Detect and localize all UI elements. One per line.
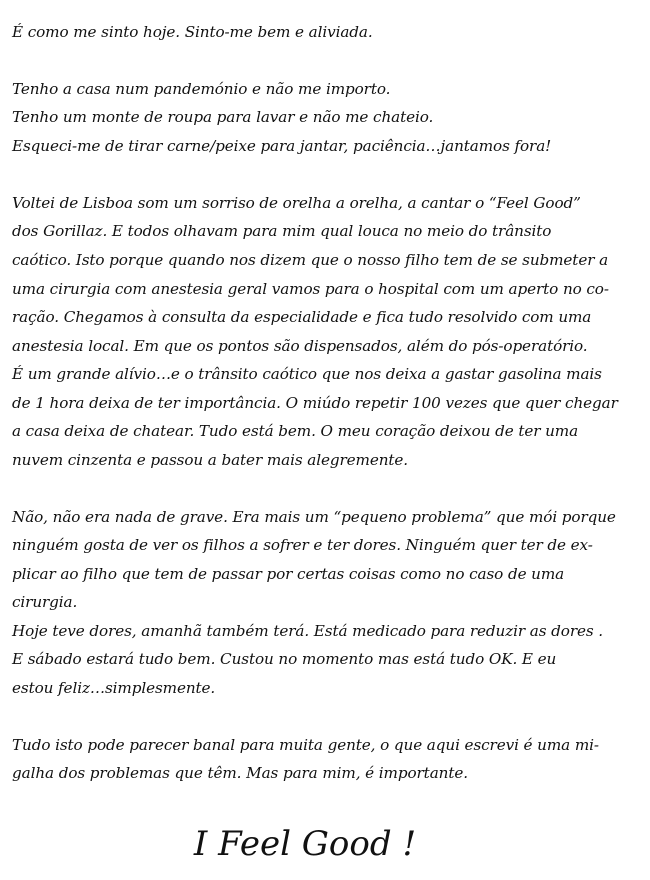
text-line: É um grande alívio…e o trânsito caótico que nos deixa a gastar gasolina mais: [12, 365, 602, 383]
text-line: caótico. Isto porque quando nos dizem que o nosso filho tem de se submeter a: [12, 251, 609, 269]
text-line: ração. Chegamos à consulta da especialidade e fica tudo resolvido com uma: [12, 308, 592, 326]
text-line: Tudo isto pode parecer banal para muita gente, o que aqui escrevi é uma mi-: [12, 736, 599, 754]
closing-title: I Feel Good !: [193, 824, 417, 864]
text-line: plicar ao filho que tem de passar por certas coisas como no caso de uma: [12, 565, 565, 583]
text-line: cirurgia.: [12, 593, 78, 611]
text-line: a casa deixa de chatear. Tudo está bem. O meu coração deixou de ter uma: [12, 422, 579, 440]
text-line: Hoje teve dores, amanhã também terá. Está medicado para reduzir as dores .: [12, 622, 604, 640]
text-line: estou feliz…simplesmente.: [12, 679, 216, 697]
text-line: galha dos problemas que têm. Mas para mim, é importante.: [12, 764, 468, 782]
text-line: E sábado estará tudo bem. Custou no momento mas está tudo OK. E eu: [12, 650, 557, 668]
text-line: dos Gorillaz. E todos olhavam para mim qual louca no meio do trânsito: [12, 222, 552, 240]
text-line: Tenho um monte de roupa para lavar e não me chateio.: [12, 108, 434, 126]
text-line: É como me sinto hoje. Sinto-me bem e aliviada.: [12, 23, 373, 41]
text-line: uma cirurgia com anestesia geral vamos para o hospital com um aperto no co-: [12, 280, 609, 298]
text-line: Esqueci-me de tirar carne/peixe para jantar, paciência…jantamos fora!: [12, 137, 552, 155]
text-line: de 1 hora deixa de ter importância. O miúdo repetir 100 vezes que quer chegar: [12, 394, 618, 412]
text-line: Voltei de Lisboa som um sorriso de orelha a orelha, a cantar o “Feel Good”: [12, 194, 581, 212]
text-line: nuvem cinzenta e passou a bater mais alegremente.: [12, 451, 409, 469]
text-line: Não, não era nada de grave. Era mais um “pequeno problema” que mói porque: [12, 508, 616, 526]
text-line: Tenho a casa num pandemónio e não me importo.: [12, 80, 391, 98]
text-line: ninguém gosta de ver os filhos a sofrer e ter dores. Ninguém quer ter de ex-: [12, 536, 593, 554]
text-line: anestesia local. Em que os pontos são dispensados, além do pós-operatório.: [12, 337, 588, 355]
